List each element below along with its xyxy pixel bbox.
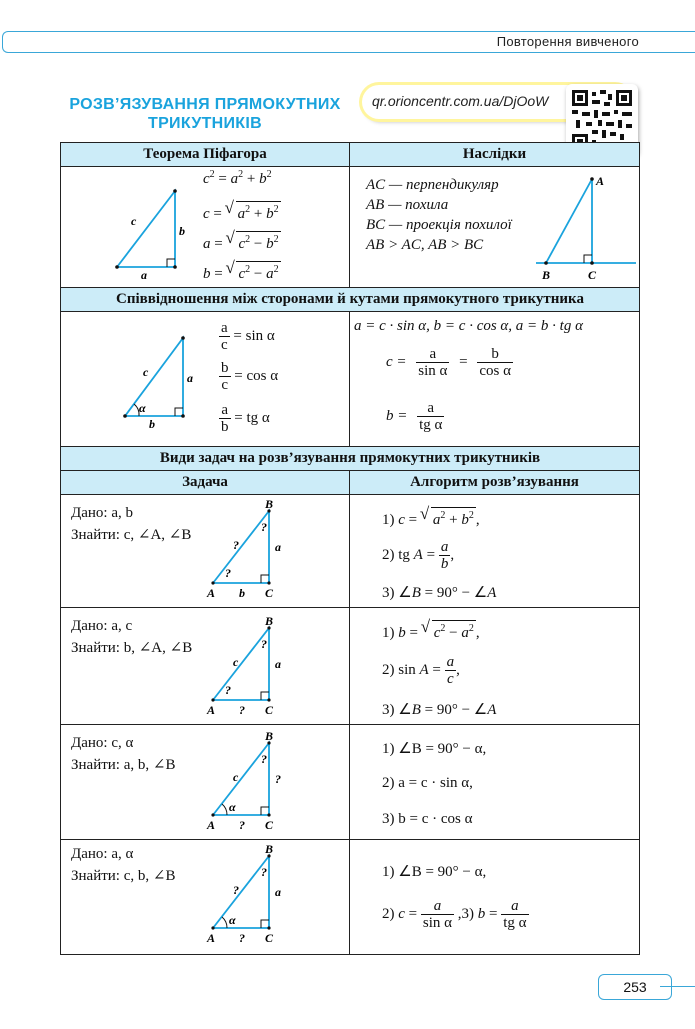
page-title-line2: ТРИКУТНИКІВ [148, 115, 262, 132]
algo-3-cell [350, 725, 640, 840]
algo-4-step-1: 1) ∠B = 90° − α, [382, 864, 487, 880]
ratios-right-cell [350, 312, 640, 447]
section-title: Повторення вивченого [496, 34, 639, 49]
formula-b-from-tg: b = $\frac{a}{\text{tg α}}$ [386, 400, 443, 433]
ratio-cos: $\frac{b}{c}$ = cos α [221, 360, 279, 393]
consequences-header: Наслідки [350, 143, 640, 167]
svg-text:?: ? [239, 703, 245, 717]
qr-url[interactable]: qr.orioncentr.com.ua/DjOoW [372, 93, 549, 109]
task-3-cell [61, 725, 350, 840]
svg-text:C: C [265, 818, 274, 832]
task-1-given: Дано: a, b [71, 505, 133, 521]
consequence-1: AC — перпендикуляр [366, 177, 499, 193]
theory-table [60, 142, 640, 955]
task-1-cell [61, 495, 350, 608]
algo-1-step-2: 2) tg A = $\frac{a}{b}$ , [382, 539, 455, 572]
task-3-find: Знайти: a, b, ∠B [71, 757, 176, 773]
page-title [55, 95, 355, 133]
svg-text:b: b [239, 586, 245, 600]
svg-text:α: α [229, 800, 236, 814]
task-1-find: Знайти: c, ∠A, ∠B [71, 527, 192, 543]
svg-text:?: ? [261, 520, 267, 534]
svg-text:?: ? [225, 683, 231, 697]
label-B: B [542, 268, 551, 282]
ratio-expressions: a = c · sin α, b = c · cos α, a = b · tg α [354, 318, 583, 334]
algo-2-cell [350, 608, 640, 725]
svg-text:a: a [275, 657, 281, 671]
algo-4-step-2: 2) c = $\frac{a}{\text{sin α}}$ ,3) b = $\frac{a}{\text{tg α}}$ [382, 898, 527, 931]
task-4-find: Знайти: c, b, ∠B [71, 868, 176, 884]
algo-2-step-3: 3) ∠B = 90° − ∠A [382, 702, 497, 718]
algo-2-step-1: 1) b = √ $c^2 - a^2$ , [382, 620, 480, 642]
ratio-sin: $\frac{a}{c}$ = sin α [221, 320, 275, 353]
label-b: b [149, 417, 155, 431]
algo-3-step-3: 3) b = c · cos α [382, 811, 473, 827]
col-algo-header: Алгоритм розв’язування [350, 471, 640, 495]
task-3-given: Дано: c, α [71, 735, 134, 751]
task-2-cell [61, 608, 350, 725]
svg-text:?: ? [233, 883, 239, 897]
svg-text:α: α [229, 913, 236, 927]
pythagoras-cell [61, 167, 350, 288]
task-2-triangle [203, 614, 293, 720]
label-A: A [596, 174, 605, 188]
svg-text:?: ? [261, 752, 267, 766]
svg-text:?: ? [261, 865, 267, 879]
formula-a: a = √ $c^2 - b^2$ [203, 231, 281, 253]
formula-pythagoras: $c^2 = a^2 + b^2$ [203, 169, 272, 187]
svg-text:?: ? [239, 818, 245, 832]
svg-text:?: ? [225, 566, 231, 580]
task-2-given: Дано: a, c [71, 618, 133, 634]
svg-text:B: B [265, 614, 274, 628]
pythagoras-triangle [109, 183, 189, 279]
label-a: a [187, 371, 193, 385]
svg-text:C: C [265, 931, 274, 945]
svg-text:a: a [275, 540, 281, 554]
svg-text:c: c [233, 655, 239, 669]
svg-text:?: ? [233, 538, 239, 552]
svg-text:c: c [233, 770, 239, 784]
label-b-side: b [179, 224, 185, 238]
algo-3-step-2: 2) a = c · sin α, [382, 775, 473, 791]
svg-text:A: A [207, 586, 216, 600]
label-c: c [131, 214, 137, 228]
algo-1-step-3: 3) ∠B = 90° − ∠A [382, 585, 497, 601]
task-1-triangle [203, 499, 293, 605]
svg-text:A: A [207, 818, 216, 832]
label-c: c [143, 365, 149, 379]
consequence-3: BC — проекція похилої [366, 217, 512, 233]
formula-c-from-sides: c = $\frac{a}{\text{sin α}}$ = $\frac{b}{\text{cos α}}$ [386, 346, 511, 379]
running-header [0, 31, 695, 53]
svg-text:B: B [265, 499, 274, 511]
label-C: C [588, 268, 597, 282]
task-4-triangle [203, 842, 293, 948]
ratios-triangle [119, 332, 199, 432]
svg-text:C: C [265, 703, 274, 717]
svg-text:?: ? [275, 772, 281, 786]
algo-1-step-1: 1) c = √ $a^2 + b^2$ , [382, 507, 480, 529]
task-4-given: Дано: a, α [71, 846, 134, 862]
label-a-side: a [141, 268, 147, 279]
consequence-4: AB > AC, AB > BC [366, 237, 484, 253]
tasks-header: Види задач на розв’язування прямокутних трикутників [61, 447, 640, 471]
ratios-header: Співвідношення між сторонами й кутами прямокутного трикутника [61, 288, 640, 312]
col-task-header: Задача [61, 471, 350, 495]
task-2-find: Знайти: b, ∠A, ∠B [71, 640, 193, 656]
algo-4-cell [350, 840, 640, 955]
ratios-left-cell [61, 312, 350, 447]
svg-text:B: B [265, 729, 274, 743]
svg-text:B: B [265, 842, 274, 856]
page-number: 253 [598, 974, 672, 1000]
task-4-cell [61, 840, 350, 955]
perpendicular-diagram [536, 173, 636, 285]
label-alpha: α [139, 401, 146, 415]
svg-text:A: A [207, 931, 216, 945]
pythagoras-header: Теорема Піфагора [61, 143, 350, 167]
svg-text:?: ? [261, 637, 267, 651]
formula-b: b = √ $c^2 - a^2$ [203, 261, 281, 283]
consequences-cell [350, 167, 640, 288]
formula-c: c = √ $a^2 + b^2$ [203, 201, 281, 223]
algo-2-step-2: 2) sin A = $\frac{a}{c}$ , [382, 654, 460, 687]
algo-1-cell [350, 495, 640, 608]
svg-text:?: ? [239, 931, 245, 945]
algo-3-step-1: 1) ∠B = 90° − α, [382, 741, 487, 757]
consequence-2: AB — похила [366, 197, 449, 213]
page-title-line1: РОЗВ’ЯЗУВАННЯ ПРЯМОКУТНИХ [69, 96, 341, 113]
svg-text:A: A [207, 703, 216, 717]
svg-text:a: a [275, 885, 281, 899]
task-3-triangle [203, 729, 293, 835]
ratio-tg: $\frac{a}{b}$ = tg α [221, 402, 270, 435]
svg-text:C: C [265, 586, 274, 600]
